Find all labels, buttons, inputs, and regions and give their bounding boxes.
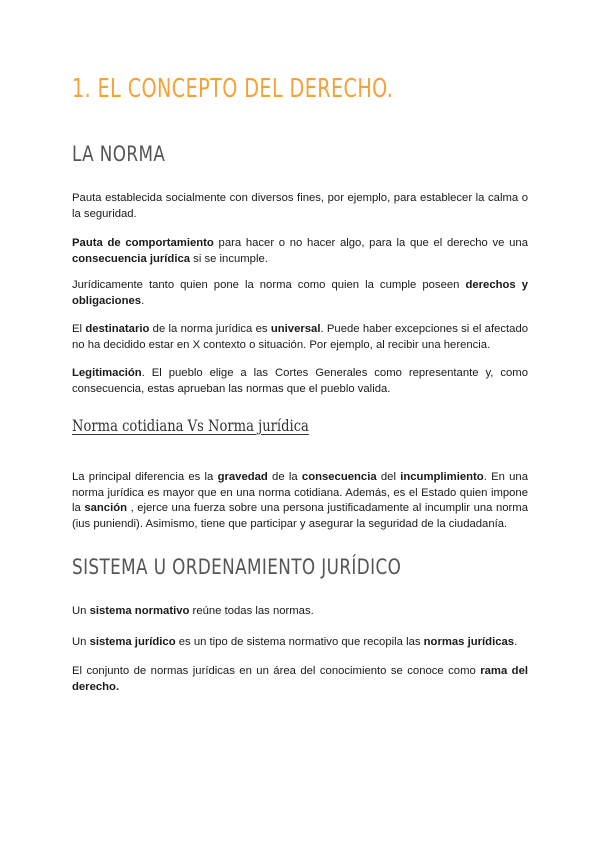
bold-text: universal xyxy=(270,323,321,335)
paragraph-diferencia: La principal diferencia es la gravedad de la consecuencia del incumplimiento. En una norma jurídica es mayor que en una norma cotidiana. Además, es el Estado quien impone la sanción , ejerce una fuerza sobre una persona justificadamente al incumplir una norma (ius puniendi). Asimismo, tiene que participar y asegurar la seguridad de la ciudadanía. xyxy=(72,471,528,530)
paragraph-derechos: Jurídicamente tanto quien pone la norma como quien la cumple poseen derechos y obligaciones. xyxy=(72,279,528,307)
section-heading-sistema: SISTEMA U ORDENAMIENTO JURÍDICO xyxy=(72,555,402,579)
bold-text: sistema normativo xyxy=(89,605,190,617)
bold-text: consecuencia xyxy=(301,471,377,483)
bold-text: consecuencia jurídica xyxy=(72,252,191,265)
bold-text: derechos y obligaciones xyxy=(72,279,528,307)
bold-text: Legitimación xyxy=(72,367,142,379)
bold-text: rama del derecho. xyxy=(72,665,528,693)
paragraph-sistema-normativo: Un sistema normativo reúne todas las normas. xyxy=(72,605,314,617)
section-heading-la-norma: LA NORMA xyxy=(72,142,166,166)
page-title: 1. EL CONCEPTO DEL DERECHO. xyxy=(72,74,394,104)
paragraph-legitimacion: Legitimación. El pueblo elige a las Cortes Generales como representante y, como consecuencia, estas aprueban las normas que el pueblo valida. xyxy=(72,367,528,395)
subsection-heading-norma-cotidiana: Norma cotidiana Vs Norma jurídica xyxy=(72,416,309,435)
bold-text: sistema jurídico xyxy=(89,636,176,648)
bold-text: gravedad xyxy=(217,471,268,483)
paragraph-pauta: Pauta de comportamiento para hacer o no hacer algo, para la que el derecho ve una consecuencia jurídica si se incumple. xyxy=(72,237,528,265)
paragraph-definicion: Pauta establecida socialmente con diversos fines, por ejemplo, para establecer la calma o la seguridad. xyxy=(72,192,528,220)
bold-text: incumplimiento xyxy=(400,471,484,483)
bold-text: destinatario xyxy=(85,323,150,335)
bold-text: sanción xyxy=(84,502,128,514)
paragraph-destinatario: El destinatario de la norma jurídica es universal. Puede haber excepciones si el afectado no ha decidido estar en X contexto o situación. Por ejemplo, al recibir una herencia. xyxy=(72,323,529,351)
paragraph-sistema-juridico: Un sistema jurídico es un tipo de sistema normativo que recopila las normas jurídicas. xyxy=(72,636,518,648)
bold-text: Pauta de comportamiento xyxy=(72,237,214,249)
paragraph-rama-derecho: El conjunto de normas jurídicas en un área del conocimiento se conoce como rama del derecho. xyxy=(72,665,528,693)
bold-text: normas jurídicas xyxy=(423,636,515,648)
